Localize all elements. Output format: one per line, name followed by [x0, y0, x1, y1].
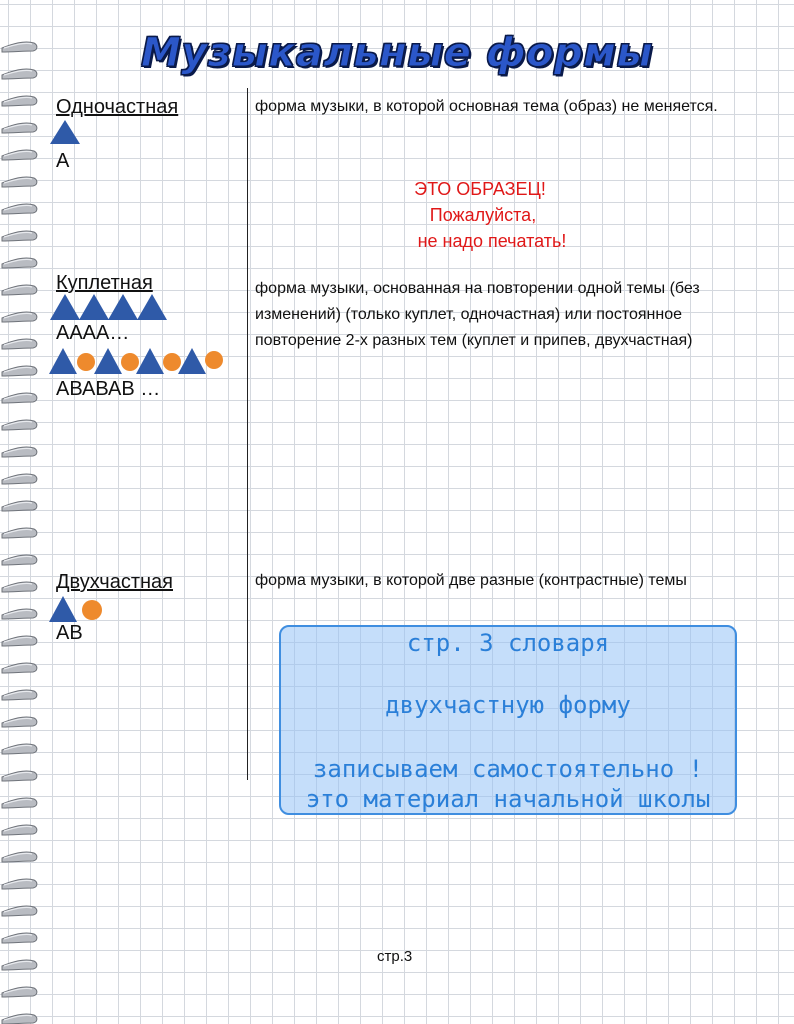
spiral-ring	[2, 393, 37, 403]
spiral-ring	[2, 231, 37, 241]
blue-triangle-icon	[108, 294, 138, 320]
spiral-ring	[2, 312, 37, 322]
spiral-ring	[2, 879, 37, 889]
orange-circle-icon	[163, 353, 181, 371]
blue-triangle-icon	[49, 596, 77, 622]
blue-triangle-icon	[94, 348, 122, 374]
orange-circle-icon	[205, 351, 223, 369]
info-box-line-4: это материал начальной школы	[305, 785, 711, 813]
sample-note-line-2: Пожалуйста,	[429, 205, 537, 225]
spiral-ring	[2, 555, 37, 565]
spiral-ring	[2, 906, 37, 916]
info-box-line-2: двухчастную форму	[385, 691, 631, 719]
spiral-ring	[2, 204, 37, 214]
column-divider	[247, 88, 248, 780]
symbols-couplet-aaaa	[48, 292, 178, 322]
code-one-part: А	[56, 150, 70, 172]
symbols-two-part	[48, 594, 108, 624]
spiral-ring	[2, 798, 37, 808]
orange-circle-icon	[77, 353, 95, 371]
page-number: стр.3	[377, 948, 413, 965]
term-two-part: Двухчастная	[56, 571, 173, 593]
spiral-ring	[2, 150, 37, 160]
spiral-ring	[2, 987, 37, 997]
spiral-ring	[2, 582, 37, 592]
blue-triangle-icon	[50, 294, 80, 320]
spiral-ring	[2, 744, 37, 754]
blue-triangle-icon	[136, 348, 164, 374]
spiral-ring	[2, 933, 37, 943]
blue-triangle-icon	[50, 120, 80, 144]
code-couplet-aaaa: АААА…	[56, 322, 130, 344]
sample-note-line-1: ЭТО ОБРАЗЕЦ!	[414, 179, 546, 199]
spiral-ring	[2, 123, 37, 133]
spiral-ring	[2, 636, 37, 646]
definition-one-part: форма музыки, в которой основная тема (образ) не меняется.	[255, 98, 718, 115]
page-title: Музыкальные формы	[140, 30, 654, 76]
orange-circle-icon	[82, 600, 102, 620]
blue-triangle-icon	[79, 294, 109, 320]
spiral-ring	[2, 690, 37, 700]
dictionary-info-box	[279, 625, 737, 815]
spiral-ring	[2, 258, 37, 268]
spiral-ring	[2, 339, 37, 349]
orange-circle-icon	[121, 353, 139, 371]
spiral-ring	[2, 96, 37, 106]
definition-two-part: форма музыки, в которой две разные (контрастные) темы	[255, 572, 687, 589]
sample-note	[350, 176, 610, 254]
spiral-ring	[2, 474, 37, 484]
spiral-ring	[2, 960, 37, 970]
spiral-ring	[2, 771, 37, 781]
definition-couplet: форма музыки, основанная на повторении одной темы (без изменений) (только куплет, одночастная) или постоянное повторение 2-х разных тем (куплет и припев, двухчастная)	[255, 280, 700, 349]
spiral-ring	[2, 501, 37, 511]
symbols-couplet-ababab	[48, 346, 228, 376]
blue-triangle-icon	[178, 348, 206, 374]
spiral-ring	[2, 852, 37, 862]
symbols-one-part	[48, 118, 88, 146]
spiral-ring	[2, 663, 37, 673]
spiral-binding	[0, 0, 40, 1024]
spiral-ring	[2, 285, 37, 295]
spiral-ring	[2, 366, 37, 376]
spiral-ring	[2, 420, 37, 430]
spiral-ring	[2, 177, 37, 187]
blue-triangle-icon	[137, 294, 167, 320]
spiral-ring	[2, 1014, 37, 1024]
spiral-ring	[2, 717, 37, 727]
code-two-part: АВ	[56, 622, 83, 644]
spiral-ring	[2, 528, 37, 538]
sample-note-line-3: не надо печатать!	[417, 231, 567, 251]
spiral-ring	[2, 825, 37, 835]
blue-triangle-icon	[49, 348, 77, 374]
term-one-part: Одночастная	[56, 96, 179, 118]
info-box-line-3: записываем самостоятельно !	[312, 755, 704, 783]
code-couplet-ababab: АВАВАВ …	[56, 378, 161, 400]
spiral-ring	[2, 447, 37, 457]
info-box-line-1: стр. 3 словаря	[406, 629, 610, 657]
spiral-ring	[2, 609, 37, 619]
term-couplet: Куплетная	[56, 272, 153, 294]
